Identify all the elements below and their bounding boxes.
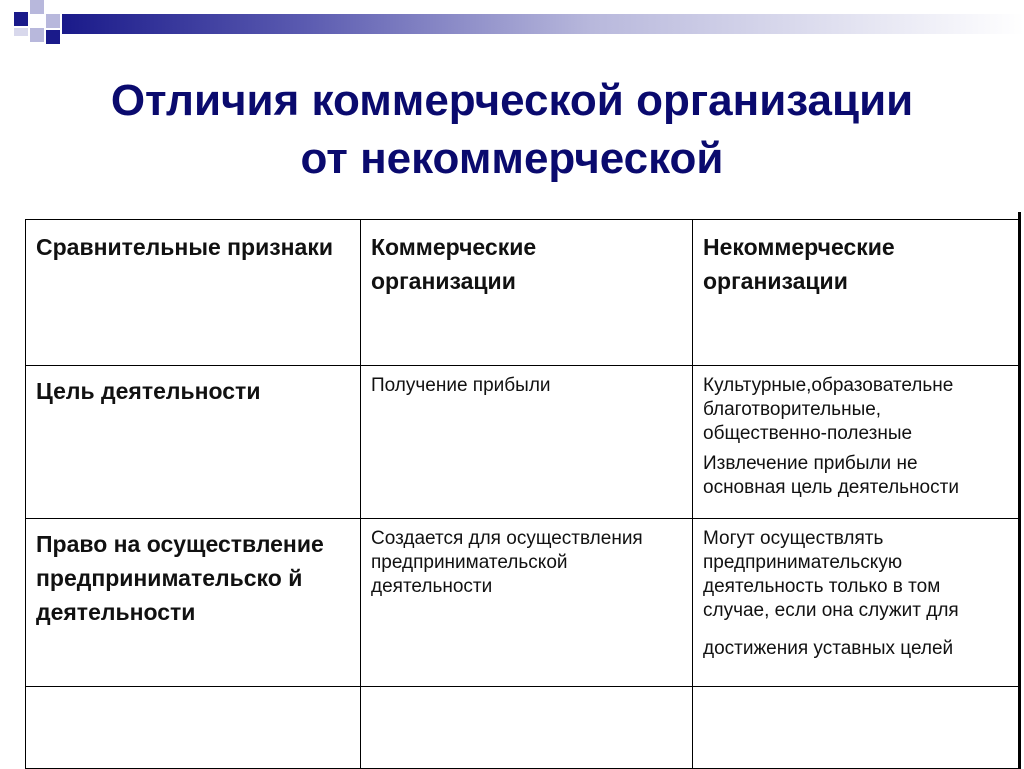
cell-text: Создается для осуществления предпринимательской деятельности bbox=[371, 528, 643, 597]
cell-text: Получение прибыли bbox=[371, 375, 551, 396]
cell-noncommercial-goal bbox=[693, 366, 1021, 519]
header-commercial: Коммерческие организации bbox=[361, 220, 693, 366]
slide-title-line-2: от некоммерческой bbox=[300, 134, 724, 183]
table-outer-border-right bbox=[1018, 212, 1021, 768]
header-noncommercial: Некоммерческие организации bbox=[693, 220, 1021, 366]
cell-text-line: благотворительные, bbox=[703, 399, 882, 420]
cell-text-line: общественно-полезные bbox=[703, 423, 913, 444]
cell-empty bbox=[361, 687, 693, 769]
cell-empty bbox=[26, 687, 361, 769]
row-label-goal: Цель деятельности bbox=[26, 366, 361, 519]
table-row bbox=[26, 519, 1021, 687]
cell-commercial-entrepreneurship bbox=[361, 519, 693, 687]
cell-text-line: достижения уставных целей bbox=[703, 638, 954, 659]
header-decoration bbox=[0, 0, 1024, 48]
row-label-entrepreneurship: Право на осуществление предпринимательско й деятельности bbox=[26, 519, 361, 687]
table-row-empty bbox=[26, 687, 1021, 769]
cell-noncommercial-entrepreneurship bbox=[693, 519, 1021, 687]
cell-text-line: Культурные,образовательне bbox=[703, 375, 954, 396]
header-criteria: Сравнительные признаки bbox=[26, 220, 361, 366]
cell-text-line: Могут осуществлять предпринимательскую деятельность только в том случае, если она служит для bbox=[703, 528, 959, 621]
decorative-gradient-bar bbox=[62, 14, 1024, 34]
slide-title-line-1: Отличия коммерческой организации bbox=[110, 76, 914, 125]
cell-commercial-goal bbox=[361, 366, 693, 519]
slide-title bbox=[0, 72, 1024, 188]
comparison-table bbox=[25, 219, 1021, 769]
table-row bbox=[26, 366, 1021, 519]
table-header-row bbox=[26, 220, 1021, 366]
cell-text-line: основная цель деятельности bbox=[703, 477, 959, 498]
cell-text-line: Извлечение прибыли не bbox=[703, 453, 918, 474]
cell-empty bbox=[693, 687, 1021, 769]
comparison-table-wrap bbox=[25, 219, 1020, 768]
